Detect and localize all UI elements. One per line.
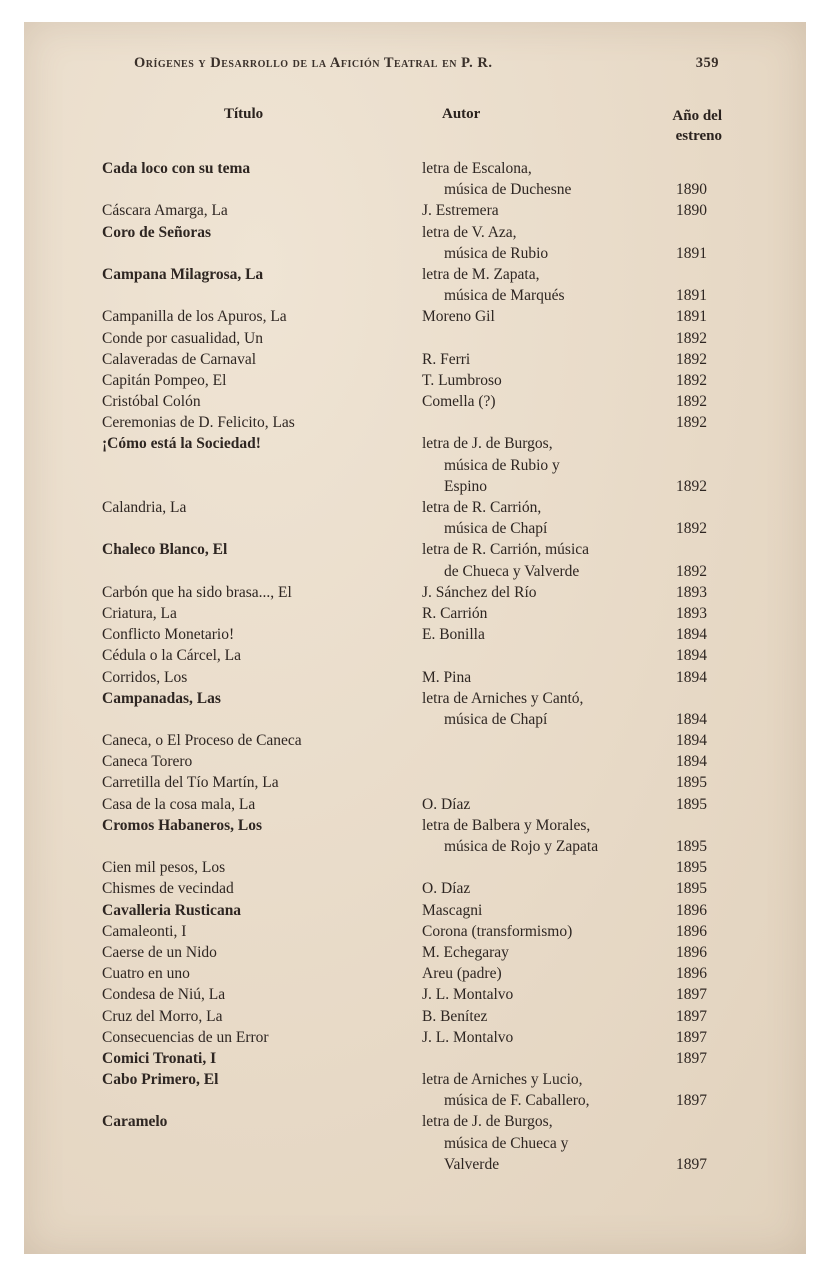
table-row <box>24 859 806 880</box>
entry-year: 1890 <box>676 202 707 220</box>
row-line <box>24 944 806 965</box>
table-row <box>24 160 806 202</box>
entry-year: 1892 <box>676 329 707 347</box>
running-header <box>134 55 719 72</box>
entry-title: Criatura, La <box>102 604 177 622</box>
entry-year: 1894 <box>676 668 707 686</box>
entry-title: Cristóbal Colón <box>102 393 201 411</box>
entry-author: Valverde <box>444 1155 500 1173</box>
entry-title: Caerse de un Nido <box>102 943 217 961</box>
row-line <box>24 902 806 923</box>
entry-author: música de Rojo y Zapata <box>444 838 599 855</box>
table-row <box>24 266 806 308</box>
entry-author: música de F. Caballero, <box>444 1092 590 1110</box>
header-title: Orígenes y Desarrollo de la Afición Teatral en P. R. <box>134 55 493 71</box>
row-line <box>24 541 806 562</box>
table-row <box>24 774 806 795</box>
row-line <box>24 1050 806 1071</box>
entry-author: M. Pina <box>422 668 472 686</box>
book-page <box>24 22 806 1254</box>
row-line <box>24 160 806 181</box>
entry-year: 1891 <box>676 308 707 326</box>
entry-title: Chismes de vecindad <box>102 880 234 898</box>
entry-year: 1893 <box>676 604 707 622</box>
entry-year: 1896 <box>676 922 707 940</box>
entry-author: música de Chapí <box>444 520 548 538</box>
entry-title: Campanadas, Las <box>102 689 221 707</box>
row-line <box>24 838 806 859</box>
table-row <box>24 499 806 541</box>
entry-year: 1892 <box>676 477 707 495</box>
entry-year: 1896 <box>676 965 707 983</box>
entry-title: Cromos Habaneros, Los <box>102 816 263 834</box>
entry-year: 1894 <box>676 753 707 771</box>
row-line <box>24 393 806 414</box>
entry-title: Consecuencias de un Error <box>102 1028 269 1046</box>
entry-year: 1892 <box>676 393 707 411</box>
entry-author: Comella (?) <box>422 393 496 411</box>
entry-year: 1890 <box>676 181 707 199</box>
entry-author: J. L. Montalvo <box>422 1028 514 1046</box>
table-row <box>24 1050 806 1071</box>
entry-author: J. Sánchez del Río <box>422 583 537 601</box>
row-line <box>24 435 806 456</box>
entry-year: 1897 <box>676 1155 707 1173</box>
entry-author: letra de V. Aza, <box>422 223 517 241</box>
table-row <box>24 923 806 944</box>
entry-year: 1895 <box>676 880 707 898</box>
row-line <box>24 1029 806 1050</box>
row-line <box>24 1156 806 1177</box>
entry-year: 1893 <box>676 583 707 601</box>
entry-title: Cien mil pesos, Los <box>102 859 226 877</box>
entry-title: Campana Milagrosa, La <box>102 265 264 283</box>
entry-author: música de Rubio <box>444 244 549 262</box>
entry-year: 1894 <box>676 626 707 644</box>
row-line <box>24 817 806 838</box>
table-row <box>24 351 806 372</box>
entry-year: 1895 <box>676 859 707 877</box>
entry-title: Caneca Torero <box>102 753 193 771</box>
row-line <box>24 181 806 202</box>
entry-author: letra de J. de Burgos, <box>422 435 553 453</box>
entry-author: letra de Arniches y Lucio, <box>422 1071 583 1089</box>
entry-title: ¡Cómo está la Sociedad! <box>102 435 261 453</box>
entry-year: 1892 <box>676 371 707 389</box>
entry-title: Cáscara Amarga, La <box>102 202 228 220</box>
entry-author: B. Benítez <box>422 1007 488 1025</box>
column-header-year <box>642 106 722 146</box>
table-row <box>24 541 806 583</box>
row-line <box>24 563 806 584</box>
row-line <box>24 669 806 690</box>
row-line <box>24 457 806 478</box>
row-line <box>24 986 806 1007</box>
row-line <box>24 499 806 520</box>
row-line <box>24 478 806 499</box>
entry-year: 1894 <box>676 647 707 665</box>
entry-year: 1895 <box>676 795 707 813</box>
entry-author: R. Carrión <box>422 604 488 622</box>
entry-author: música de Duchesne <box>444 181 572 199</box>
entry-title: Coro de Señoras <box>102 223 212 241</box>
row-line <box>24 1135 806 1156</box>
row-line <box>24 330 806 351</box>
entry-year: 1897 <box>676 1007 707 1025</box>
entry-year: 1895 <box>676 838 707 855</box>
row-line <box>24 774 806 795</box>
entry-title: Condesa de Niú, La <box>102 986 226 1004</box>
entry-author: J. Estremera <box>422 202 499 220</box>
row-line <box>24 202 806 223</box>
entry-year: 1892 <box>676 414 707 432</box>
entry-author: Corona (transformismo) <box>422 922 573 940</box>
entry-author: letra de R. Carrión, <box>422 499 542 516</box>
entry-title: Cada loco con su tema <box>102 160 251 177</box>
row-line <box>24 711 806 732</box>
column-header-title: Título <box>224 106 264 122</box>
entry-author: música de Chapí <box>444 710 548 728</box>
row-line <box>24 732 806 753</box>
table-row <box>24 308 806 329</box>
entry-author: letra de R. Carrión, música <box>422 541 590 559</box>
table-row <box>24 584 806 605</box>
entry-title: Conde por casualidad, Un <box>102 329 263 347</box>
entry-year: 1896 <box>676 901 707 919</box>
entry-title: Cédula o la Cárcel, La <box>102 647 242 665</box>
entry-title: Corridos, Los <box>102 668 188 686</box>
entry-title: Cuatro en uno <box>102 965 190 983</box>
entry-author: T. Lumbroso <box>422 371 502 389</box>
row-line <box>24 1008 806 1029</box>
row-line <box>24 1113 806 1134</box>
entry-title: Calaveradas de Carnaval <box>102 350 257 368</box>
entry-year: 1895 <box>676 774 707 792</box>
entry-author: J. L. Montalvo <box>422 986 514 1004</box>
row-line <box>24 245 806 266</box>
row-line <box>24 351 806 372</box>
entry-title: Cavalleria Rusticana <box>102 901 242 919</box>
table-row <box>24 1008 806 1029</box>
entry-author: música de Chueca y <box>444 1134 569 1152</box>
entry-year: 1897 <box>676 1092 707 1110</box>
row-line <box>24 859 806 880</box>
table-row <box>24 372 806 393</box>
row-line <box>24 1071 806 1092</box>
entry-author: R. Ferri <box>422 350 471 368</box>
table-row <box>24 224 806 266</box>
table-row <box>24 965 806 986</box>
entry-author: letra de J. de Burgos, <box>422 1113 553 1131</box>
entry-year: 1897 <box>676 1028 707 1046</box>
table-row <box>24 605 806 626</box>
entry-year: 1897 <box>676 1049 707 1067</box>
row-line <box>24 584 806 605</box>
entry-title: Caneca, o El Proceso de Caneca <box>102 732 302 750</box>
entry-author: letra de Balbera y Morales, <box>422 816 591 834</box>
entry-author: música de Rubio y <box>444 456 560 474</box>
entry-year: 1892 <box>676 562 707 580</box>
row-line <box>24 372 806 393</box>
entry-year: 1896 <box>676 943 707 961</box>
entry-author: Areu (padre) <box>422 965 502 983</box>
row-line <box>24 796 806 817</box>
entry-year: 1897 <box>676 986 707 1004</box>
table-row <box>24 435 806 499</box>
entry-author: O. Díaz <box>422 880 471 898</box>
entry-title: Capitán Pompeo, El <box>102 371 227 389</box>
entry-author: Espino <box>444 477 488 495</box>
row-line <box>24 308 806 329</box>
entry-year: 1894 <box>676 732 707 750</box>
entry-title: Calandria, La <box>102 499 187 516</box>
table-row <box>24 796 806 817</box>
row-line <box>24 690 806 711</box>
entry-title: Carbón que ha sido brasa..., El <box>102 583 292 601</box>
table-row <box>24 902 806 923</box>
row-line <box>24 923 806 944</box>
entry-title: Caramelo <box>102 1113 168 1131</box>
page-number: 359 <box>695 55 719 71</box>
entry-title: Campanilla de los Apuros, La <box>102 308 287 326</box>
table-row <box>24 986 806 1007</box>
column-header-author: Autor <box>442 106 481 122</box>
entry-year: 1892 <box>676 350 707 368</box>
table-row <box>24 647 806 668</box>
entry-author: Moreno Gil <box>422 308 495 326</box>
entry-author: música de Marqués <box>444 287 565 305</box>
table-row <box>24 1071 806 1113</box>
row-line <box>24 880 806 901</box>
entry-author: de Chueca y Valverde <box>444 562 580 580</box>
row-line <box>24 224 806 245</box>
row-line <box>24 965 806 986</box>
row-line <box>24 753 806 774</box>
table-row <box>24 202 806 223</box>
entry-author: M. Echegaray <box>422 943 509 961</box>
column-header-year-line1: Año del <box>672 108 722 124</box>
entry-title: Comici Tronati, I <box>102 1049 217 1067</box>
row-line <box>24 1092 806 1113</box>
table-row <box>24 393 806 414</box>
entry-title: Carretilla del Tío Martín, La <box>102 774 279 792</box>
entry-year: 1891 <box>676 287 707 305</box>
table-row <box>24 1029 806 1050</box>
table-row <box>24 880 806 901</box>
entry-author: O. Díaz <box>422 795 471 813</box>
entry-author: letra de Escalona, <box>422 160 532 177</box>
entry-year: 1891 <box>676 244 707 262</box>
row-line <box>24 626 806 647</box>
row-line <box>24 520 806 541</box>
entries-table <box>24 160 806 1177</box>
entry-title: Cruz del Morro, La <box>102 1007 223 1025</box>
entry-author: letra de Arniches y Cantó, <box>422 689 584 707</box>
table-row <box>24 690 806 732</box>
entry-title: Chaleco Blanco, El <box>102 541 228 559</box>
row-line <box>24 287 806 308</box>
table-row <box>24 732 806 753</box>
table-row <box>24 669 806 690</box>
row-line <box>24 414 806 435</box>
table-row <box>24 817 806 859</box>
table-row <box>24 753 806 774</box>
table-row <box>24 414 806 435</box>
entry-author: Mascagni <box>422 901 483 919</box>
row-line <box>24 266 806 287</box>
entry-title: Casa de la cosa mala, La <box>102 795 256 813</box>
table-row <box>24 1113 806 1177</box>
table-row <box>24 626 806 647</box>
row-line <box>24 605 806 626</box>
entry-title: Ceremonias de D. Felicito, Las <box>102 414 295 432</box>
entry-year: 1894 <box>676 710 707 728</box>
entry-title: Cabo Primero, El <box>102 1071 219 1089</box>
table-row <box>24 330 806 351</box>
entry-title: Conflicto Monetario! <box>102 626 235 644</box>
row-line <box>24 647 806 668</box>
entry-author: letra de M. Zapata, <box>422 265 540 283</box>
entry-title: Camaleonti, I <box>102 922 187 940</box>
table-row <box>24 944 806 965</box>
entry-author: E. Bonilla <box>422 626 485 644</box>
column-header-year-line2: estreno <box>675 128 722 144</box>
entry-year: 1892 <box>676 520 707 538</box>
